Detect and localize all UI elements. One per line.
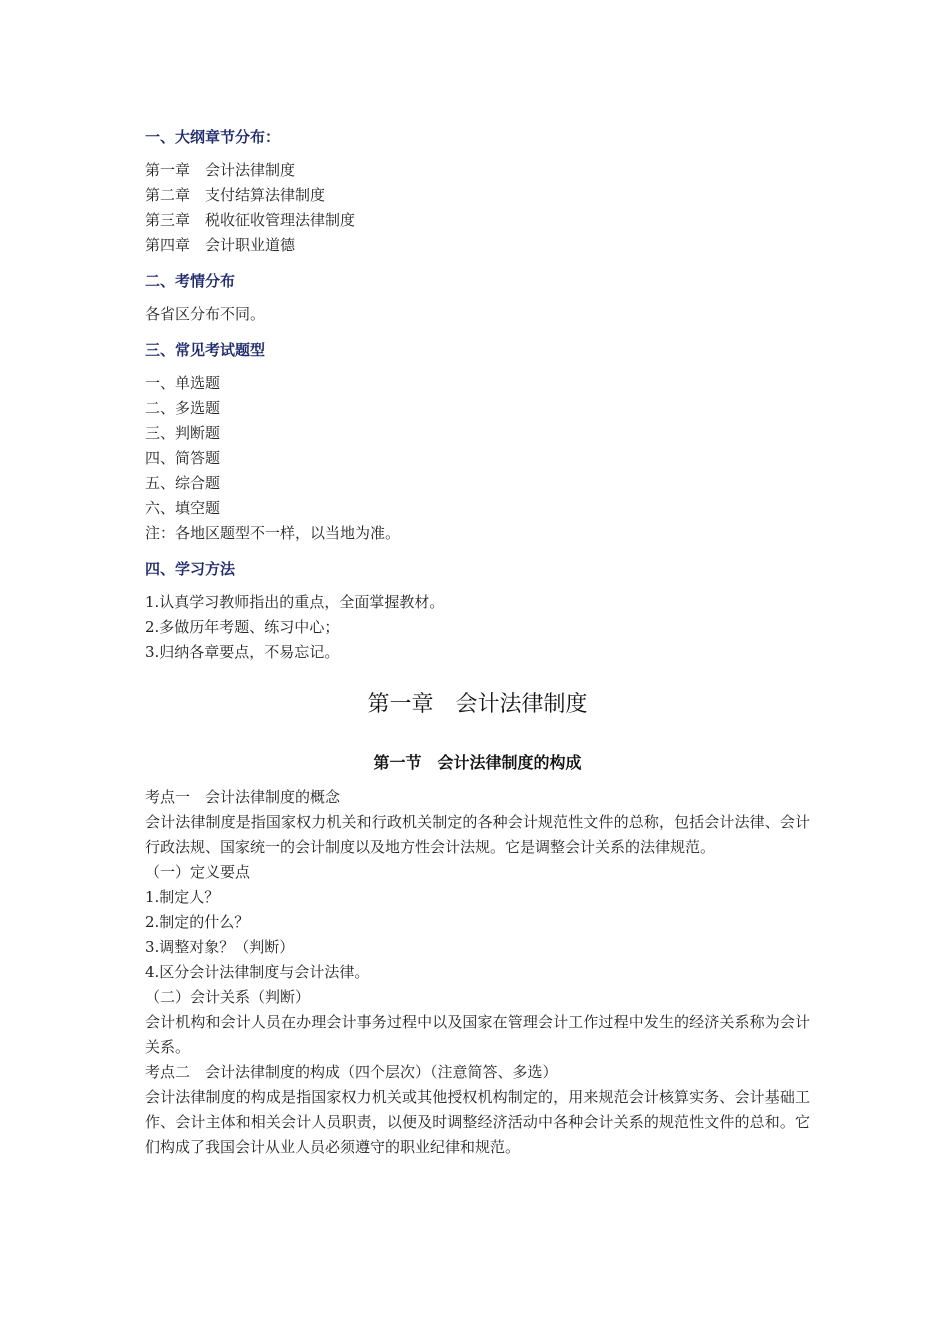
- chapter-title: 第一章 会计法律制度: [367, 692, 588, 717]
- spacer: [145, 327, 810, 339]
- question-type-item: 二、多选题: [145, 399, 221, 417]
- outline-chapter-1: 第一章 会计法律制度: [145, 161, 296, 179]
- list-item: 2.制定的什么？: [145, 913, 250, 931]
- question-type-item: 五、综合题: [145, 474, 221, 492]
- spacer: [145, 258, 810, 270]
- spacer: [145, 665, 810, 689]
- exam-distribution-text: 各省区分布不同。: [145, 305, 266, 323]
- question-type-item: 四、简答题: [145, 449, 221, 467]
- spacer: [145, 775, 810, 785]
- subheading: （一）定义要点: [145, 863, 251, 881]
- study-method-item: 1.认真学习教师指出的重点，全面掌握教材。: [145, 593, 445, 611]
- body-paragraph: 会计机构和会计人员在办理会计事务过程中以及国家在管理会计工作过程中发生的经济关系称为会计关系。: [145, 1013, 810, 1056]
- study-method-heading: 四、学习方法: [145, 560, 236, 578]
- question-type-item: 三、判断题: [145, 424, 221, 442]
- question-type-item: 六、填空题: [145, 499, 221, 517]
- outline-chapter-3: 第三章 税收征收管理法律制度: [145, 211, 356, 229]
- spacer: [145, 580, 810, 590]
- exam-distribution-heading: 二、考情分布: [145, 272, 236, 290]
- point-heading: 考点一 会计法律制度的概念: [145, 788, 341, 806]
- outline-chapter-4: 第四章 会计职业道德: [145, 236, 296, 254]
- body-paragraph: 会计法律制度的构成是指国家权力机关或其他授权机构制定的，用来规范会计核算实务、会计基础工作、会计主体和相关会计人员职责，以便及时调整经济活动中各种会计关系的规范性文件的总和。它们构成了我国会计从业人员必须遵守的职业纪律和规范。: [145, 1088, 810, 1156]
- list-item: 3.调整对象？（判断）: [145, 938, 295, 956]
- list-item: 4.区分会计法律制度与会计法律。: [145, 963, 370, 981]
- spacer: [145, 148, 810, 158]
- spacer: [145, 721, 810, 751]
- question-types-heading: 三、常见考试题型: [145, 341, 266, 359]
- body-paragraph: 会计法律制度是指国家权力机关和行政机关制定的各种会计规范性文件的总称，包括会计法律、会计行政法规、国家统一的会计制度以及地方性会计法规。它是调整会计关系的法律规范。: [145, 813, 810, 856]
- outline-chapter-2: 第二章 支付结算法律制度: [145, 186, 326, 204]
- section-title: 第一节 会计法律制度的构成: [373, 753, 582, 772]
- spacer: [145, 546, 810, 558]
- question-type-item: 一、单选题: [145, 374, 221, 392]
- list-item: 1.制定人？: [145, 888, 220, 906]
- document-page: [145, 126, 810, 1160]
- subheading: （二）会计关系（判断）: [145, 988, 311, 1006]
- study-method-item: 2.多做历年考题、练习中心；: [145, 618, 340, 636]
- point-heading: 考点二 会计法律制度的构成（四个层次）（注意简答、多选）: [145, 1063, 558, 1081]
- study-method-item: 3.归纳各章要点，不易忘记。: [145, 643, 340, 661]
- outline-heading: 一、大纲章节分布：: [145, 128, 281, 146]
- question-types-note: 注：各地区题型不一样，以当地为准。: [145, 524, 401, 542]
- spacer: [145, 292, 810, 302]
- spacer: [145, 361, 810, 371]
